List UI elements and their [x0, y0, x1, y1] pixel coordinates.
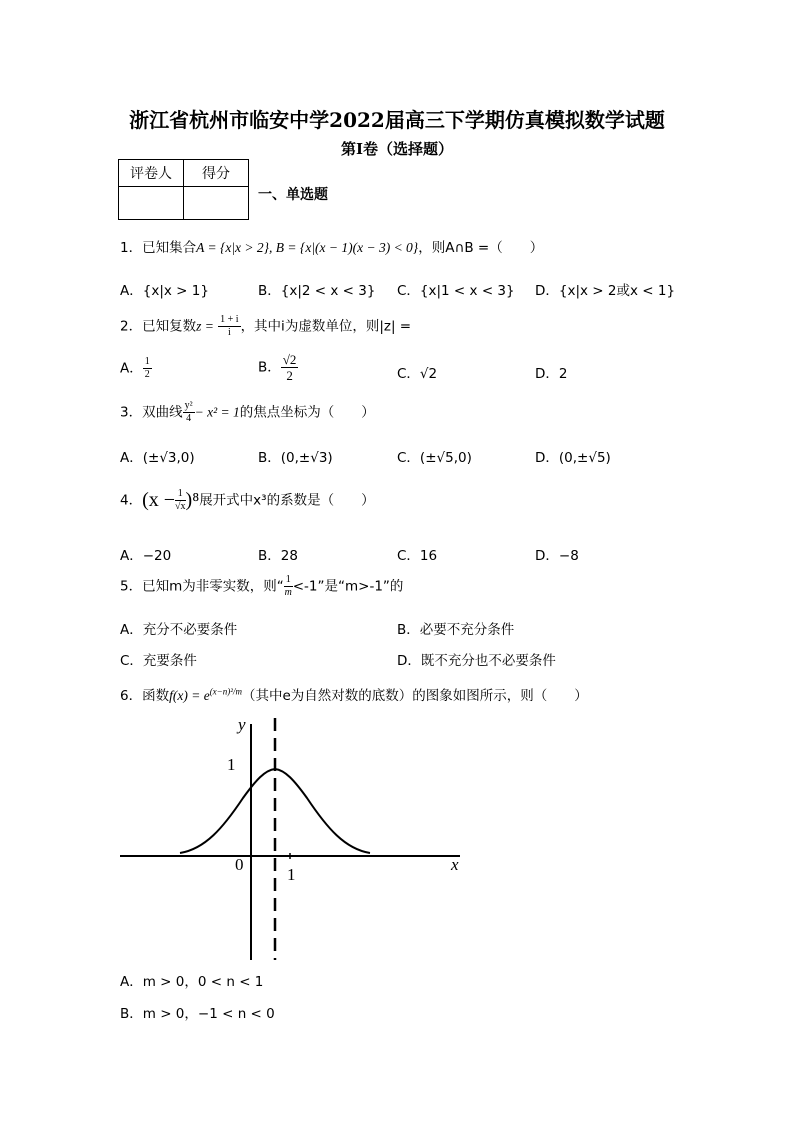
q2-denominator: i — [227, 327, 231, 338]
q3-fraction — [183, 400, 195, 425]
y-one-label: 1 — [227, 755, 236, 774]
q5-option-d: D．既不充分也不必要条件 — [397, 653, 556, 669]
q6-prefix: 6．函数 — [120, 688, 170, 704]
q5-fraction — [284, 574, 293, 599]
q2-a-label: A． — [120, 360, 143, 377]
q4-option-a: A．−20 — [120, 548, 172, 564]
q4-expr-right: )⁸ — [185, 489, 200, 511]
x-axis-label: x — [451, 855, 459, 874]
q2-option-c: C．√2 — [397, 366, 438, 382]
q3-option-a: A．(±√3,0) — [120, 450, 195, 466]
part-title: 第I卷（选择题） — [340, 140, 454, 158]
q4-fraction — [175, 488, 186, 513]
q6-option-b: B．m > 0，−1 < n < 0 — [120, 1006, 275, 1022]
q4-denominator: √x — [175, 501, 186, 512]
q2-a-den: 2 — [144, 369, 150, 380]
question-5 — [120, 574, 403, 599]
q2-a-fraction — [143, 356, 152, 381]
q2-z: z = — [196, 318, 214, 334]
q1-option-d: D．{x|x > 2或x < 1} — [535, 283, 676, 299]
x-one-label: 1 — [287, 865, 296, 884]
q5-suffix: <-1”是“m>-1”的 — [292, 578, 404, 595]
q1-suffix: ，则A∩B =（ ） — [418, 240, 544, 256]
q1-expr: A = {x|x > 2}, B = {x|(x − 1)(x − 3) < 0} — [196, 240, 419, 255]
q4-prefix: 4． — [120, 492, 143, 509]
page-title: 浙江省杭州市临安中学2022届高三下学期仿真模拟数学试题 — [129, 108, 665, 132]
q2-fraction — [218, 314, 240, 339]
q6-function: f(x) = e — [169, 688, 210, 703]
score-header: 得分 — [184, 160, 249, 187]
y-axis-label: y — [238, 715, 246, 734]
q4-expr-left: (x − — [142, 489, 176, 511]
q3-numerator: y² — [184, 400, 193, 411]
q2-b-fraction — [281, 352, 299, 383]
q3-denominator: 4 — [186, 413, 192, 424]
q5-denominator: m — [284, 587, 292, 598]
q3-option-d: D．(0,±√5) — [535, 450, 611, 466]
q3-suffix: 的焦点坐标为（ ） — [239, 404, 375, 421]
q1-option-b: B．{x|2 < x < 3} — [258, 283, 376, 299]
origin-label: 0 — [235, 855, 244, 874]
question-4 — [120, 488, 375, 513]
q1-option-c: C．{x|1 < x < 3} — [397, 283, 515, 299]
q2-option-a — [120, 356, 152, 381]
q5-prefix: 5．已知m为非零实数，则“ — [120, 578, 284, 595]
q1-prefix: 1．已知集合 — [120, 240, 197, 256]
section-heading: 一、单选题 — [258, 187, 328, 203]
q2-option-d: D．2 — [535, 366, 568, 382]
q4-suffix: 展开式中x³的系数是（ ） — [199, 492, 375, 509]
q2-a-num: 1 — [144, 356, 150, 367]
q3-option-c: C．(±√5,0) — [397, 450, 472, 466]
q6-option-a: A．m > 0，0 < n < 1 — [120, 974, 264, 990]
q3-prefix: 3．双曲线 — [120, 404, 183, 421]
q1-option-a: A．{x|x > 1} — [120, 283, 209, 299]
question-2 — [120, 314, 411, 339]
score-cell — [184, 187, 249, 220]
q4-option-c: C．16 — [397, 548, 438, 564]
q6-suffix: （其中e为自然对数的底数）的图象如图所示，则（ ） — [241, 688, 588, 704]
question-6 — [120, 684, 588, 704]
q4-option-b: B．28 — [258, 548, 298, 564]
q6-exponent: (x−n)²/m — [209, 686, 242, 697]
q4-option-d: D．−8 — [535, 548, 579, 564]
score-table — [118, 159, 249, 220]
q2-suffix: ，其中i为虚数单位，则|z| = — [240, 318, 412, 335]
reviewer-cell — [119, 187, 184, 220]
q5-numerator: 1 — [285, 574, 291, 585]
question-3 — [120, 400, 375, 425]
q5-option-b: B．必要不充分条件 — [397, 622, 515, 638]
q2-b-den: 2 — [286, 368, 293, 383]
function-graph — [115, 712, 475, 964]
q5-option-c: C．充要条件 — [120, 653, 197, 669]
question-1 — [120, 236, 543, 256]
reviewer-header: 评卷人 — [119, 160, 184, 187]
q5-option-a: A．充分不必要条件 — [120, 622, 238, 638]
q2-numerator: 1 + i — [220, 314, 239, 325]
q3-option-b: B．(0,±√3) — [258, 450, 333, 466]
q4-numerator: 1 — [175, 488, 186, 501]
q2-option-b — [258, 352, 298, 383]
q3-mid: − x² = 1 — [194, 404, 240, 420]
q2-prefix: 2．已知复数 — [120, 318, 197, 335]
q2-b-num: √2 — [282, 352, 297, 367]
q2-b-label: B． — [258, 359, 281, 376]
